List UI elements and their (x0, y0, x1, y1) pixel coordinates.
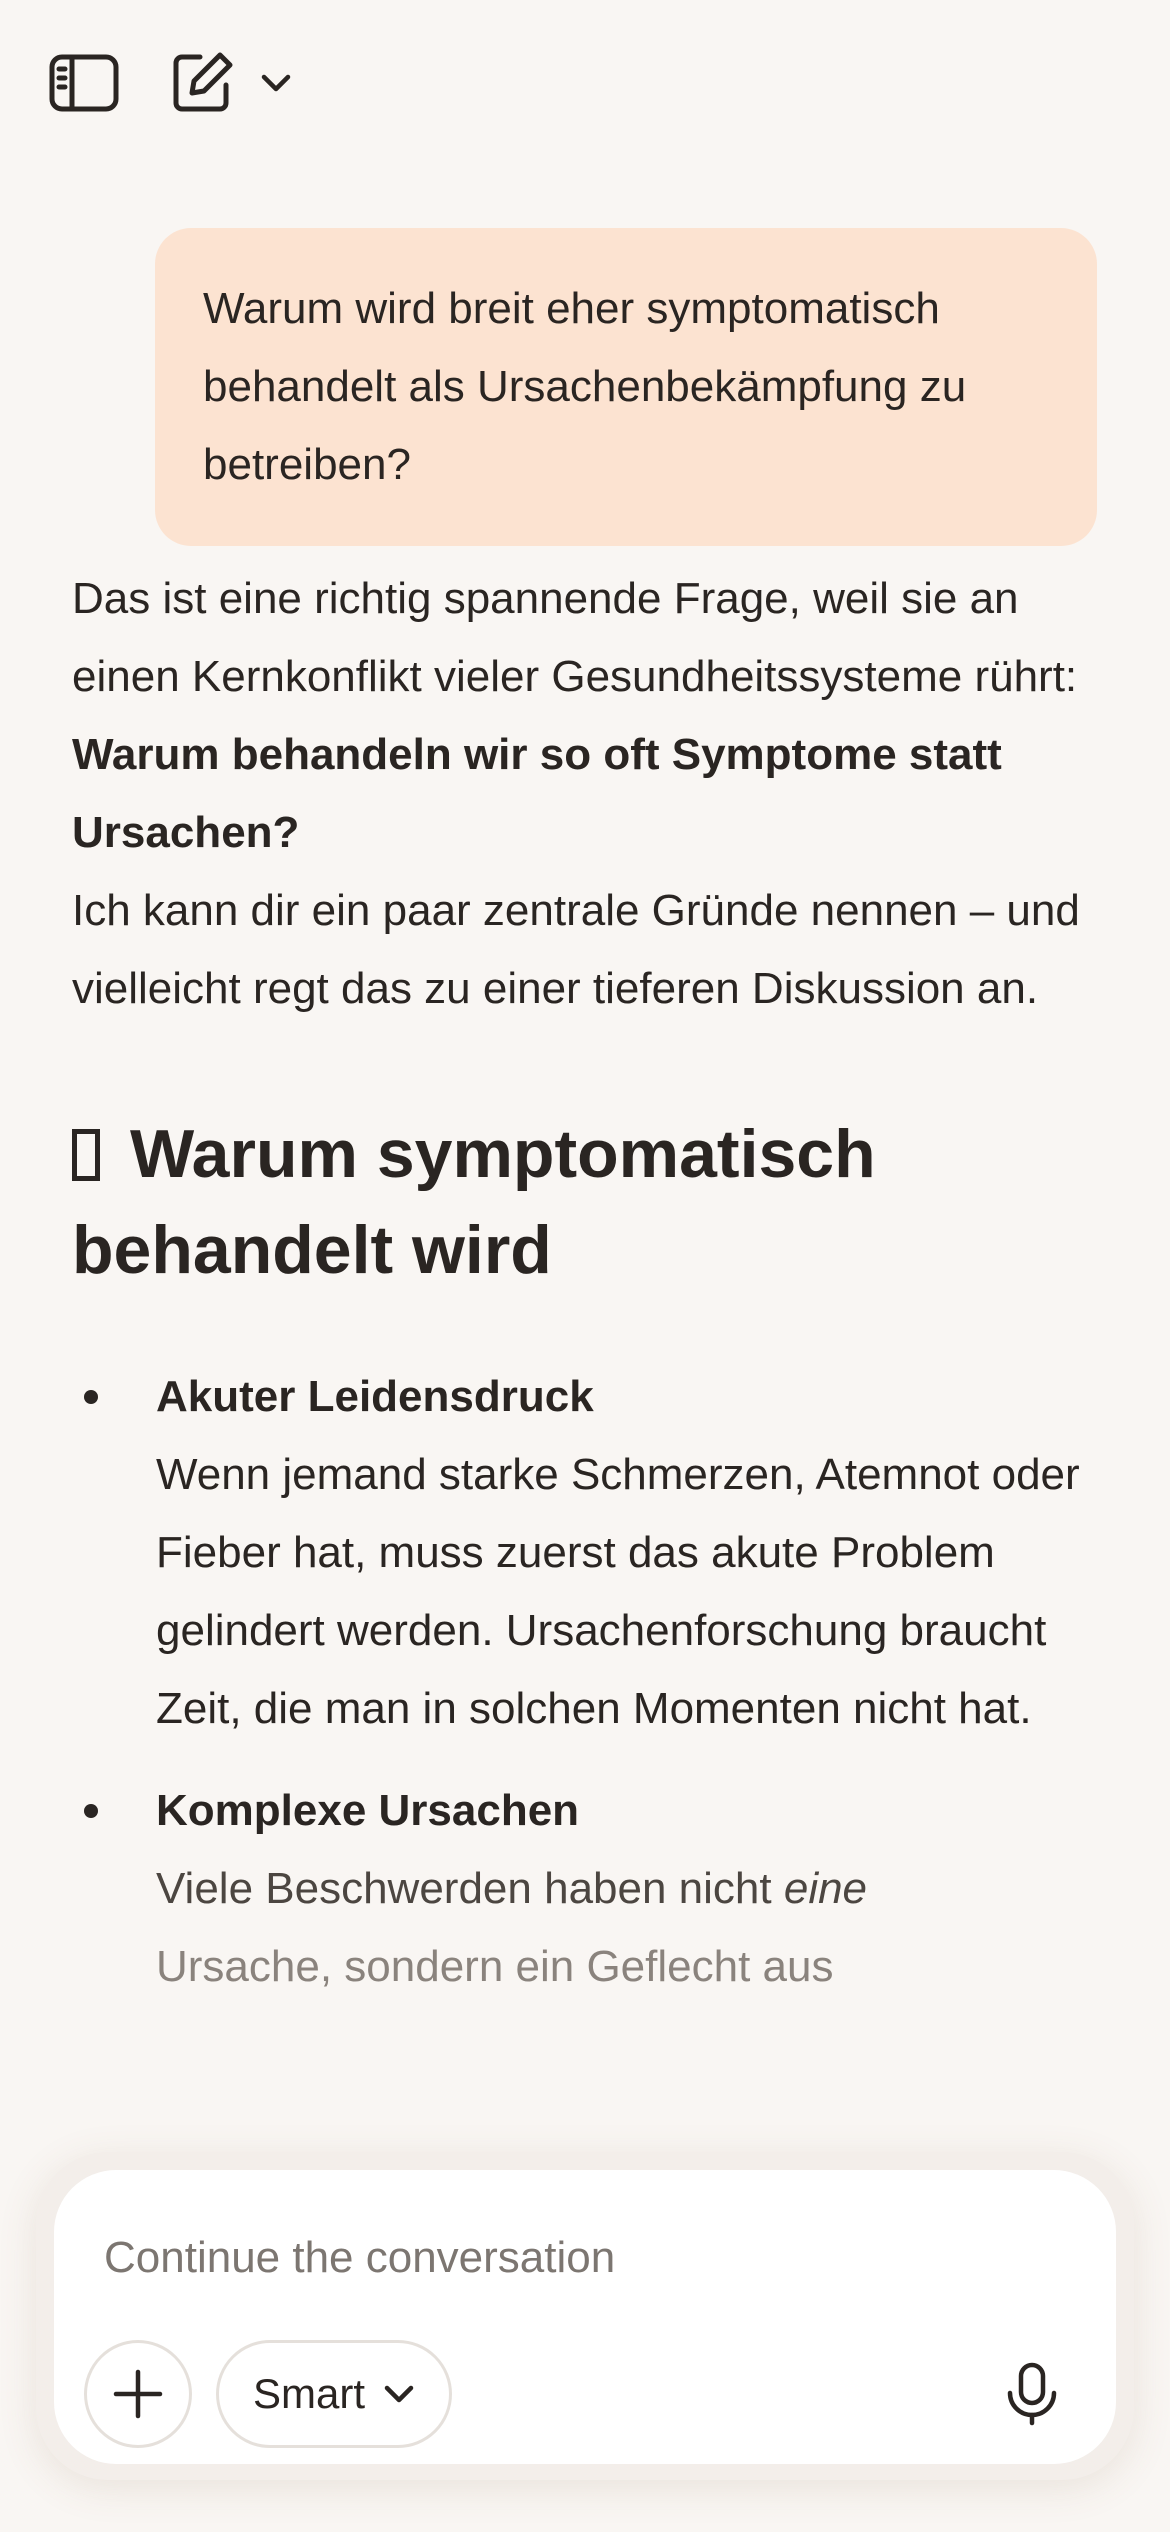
new-chat-button[interactable] (166, 48, 238, 118)
list-item-heading: Komplexe Ursachen (156, 1786, 580, 1835)
reason-list (72, 1358, 1112, 2006)
mode-selector-button[interactable] (216, 2340, 452, 2448)
plus-icon (112, 2368, 164, 2420)
list-item-body-emphasis: eine (783, 1864, 868, 1913)
assistant-message (72, 560, 1112, 2030)
microphone-icon (1004, 2361, 1060, 2427)
missing-emoji-icon (72, 1129, 100, 1181)
composer (54, 2170, 1116, 2464)
compose-icon (170, 51, 234, 115)
list-item (72, 1772, 1112, 2006)
list-item-heading: Akuter Leidensdruck (156, 1372, 594, 1421)
user-message-bubble: Warum wird breit eher symptomatisch behandelt als Ursachenbekämpfung zu betreiben? (155, 228, 1097, 546)
bullet-dot (84, 1390, 98, 1404)
assistant-intro (72, 560, 1112, 1028)
add-attachment-button[interactable] (84, 2340, 192, 2448)
bullet-dot (84, 1804, 98, 1818)
top-bar (48, 48, 296, 118)
list-item-body (156, 1850, 1112, 2006)
intro-followup: Ich kann dir ein paar zentrale Gründe nennen – und vielleicht regt das zu einer tieferen Diskussion an. (72, 886, 1080, 1013)
message-input[interactable] (104, 2228, 1004, 2288)
list-item-body-text: Viele Beschwerden haben nicht (156, 1864, 784, 1913)
section-heading-text: Warum symptomatisch behandelt wird (72, 1116, 876, 1288)
intro-highlight: Warum behandeln wir so oft Symptome statt Ursachen? (72, 730, 1002, 857)
list-item-body: Wenn jemand starke Schmerzen, Atemnot oder Fieber hat, muss zuerst das akute Problem gelindert werden. Ursachenforschung braucht Zeit, die man in solchen Momenten nicht hat. (156, 1450, 1080, 1733)
chevron-down-icon (383, 2384, 415, 2404)
voice-input-button[interactable] (980, 2340, 1084, 2448)
intro-text: Das ist eine richtig spannende Frage, weil sie an einen Kernkonflikt vieler Gesundheitssysteme rührt: (72, 574, 1078, 701)
mode-label: Smart (252, 2370, 365, 2417)
sidebar-icon (48, 53, 120, 113)
list-item-body-continued: Ursache, sondern ein Geflecht aus (156, 1942, 834, 1991)
list-item (72, 1358, 1112, 1748)
sidebar-toggle-button[interactable] (48, 48, 120, 118)
section-heading (72, 1106, 1112, 1298)
model-dropdown-button[interactable] (256, 48, 296, 118)
chevron-down-icon (260, 73, 292, 93)
